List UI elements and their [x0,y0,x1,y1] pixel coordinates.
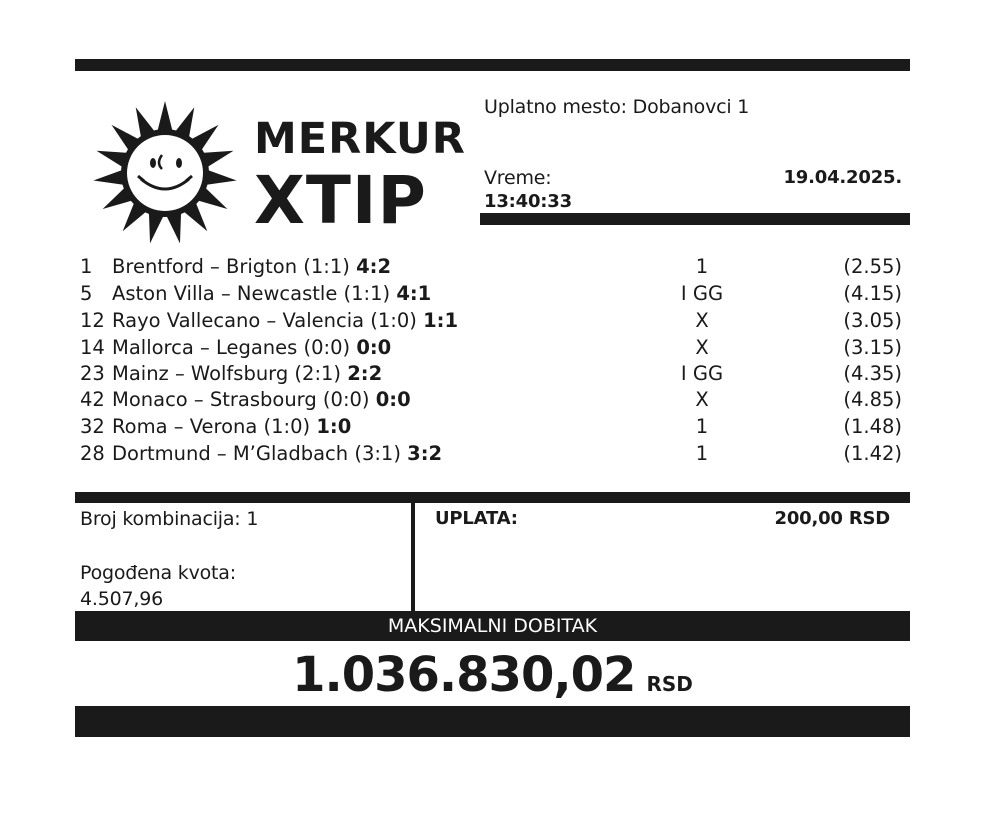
match-row [80,307,902,334]
odds-label: Pogođena kvota: [80,562,236,584]
match-number: 28 [80,442,105,465]
match-row [80,440,902,467]
match-name: Monaco – Strasbourg (0:0) [112,388,376,411]
time-value: 13:40:33 [484,191,572,212]
match-tip: 1 [695,415,709,438]
match-tip: I GG [680,282,724,305]
max-win-banner [75,611,910,641]
match-number: 1 [80,255,93,278]
match-teams [112,360,382,387]
match-tip: X [695,309,709,332]
match-row [80,413,902,440]
match-teams [112,413,351,440]
match-name: Dortmund – M’Gladbach (3:1) [112,442,408,465]
match-tip: X [695,336,709,359]
match-teams [112,334,391,361]
max-win-amount-row [75,645,910,705]
match-row [80,334,902,361]
match-number: 12 [80,309,105,332]
match-number: 32 [80,415,105,438]
merkur-xtip-logo [88,98,466,248]
odds-value: 4.507,96 [80,588,164,610]
match-score: 1:0 [316,415,352,438]
payment-label: UPLATA: [435,508,518,529]
match-name: Mainz – Wolfsburg (2:1) [112,362,348,385]
match-odd: (2.55) [843,255,902,278]
match-teams [112,386,411,413]
match-odd: (1.48) [843,415,902,438]
header-right-divider [480,213,910,225]
match-name: Aston Villa – Newcastle (1:1) [112,282,397,305]
match-odd: (4.85) [843,388,902,411]
match-score: 2:2 [347,362,383,385]
match-score: 0:0 [356,336,392,359]
top-divider [75,59,910,71]
match-odd: (1.42) [843,442,902,465]
match-tip: I GG [680,362,724,385]
logo-line-xtip: XTIP [254,162,427,239]
ticket-date: 19.04.2025. [783,167,902,188]
payment-value: 200,00 RSD [774,508,890,529]
match-number: 23 [80,362,105,385]
match-name: Brentford – Brigton (1:1) [112,255,357,278]
match-tip: 1 [695,255,709,278]
match-tip: X [695,388,709,411]
match-score: 0:0 [375,388,411,411]
match-odd: (3.15) [843,336,902,359]
max-win-currency: RSD [646,672,693,696]
match-row [80,360,902,387]
logo-line-merkur: MERKUR [254,114,466,164]
match-odd: (4.15) [843,282,902,305]
summary-vertical-divider [411,503,415,611]
sun-mascot-icon [88,98,243,248]
max-win-amount: 1.036.830,02 [292,647,636,703]
match-score: 4:1 [396,282,432,305]
match-score: 3:2 [407,442,443,465]
match-teams [112,280,431,307]
time-label: Vreme: [484,167,552,189]
match-odd: (3.05) [843,309,902,332]
match-teams [112,307,458,334]
max-win-label: MAKSIMALNI DOBITAK [387,615,598,637]
match-number: 42 [80,388,105,411]
match-name: Roma – Verona (1:0) [112,415,317,438]
match-row [80,253,902,280]
summary-top-divider [75,492,910,503]
match-teams [112,253,391,280]
bottom-divider [75,706,910,737]
match-tip: 1 [695,442,709,465]
match-score: 4:2 [356,255,392,278]
match-row [80,386,902,413]
match-teams [112,440,442,467]
match-name: Mallorca – Leganes (0:0) [112,336,357,359]
match-number: 14 [80,336,105,359]
match-number: 5 [80,282,93,305]
match-row [80,280,902,307]
combinations-count: Broj kombinacija: 1 [80,508,259,530]
match-odd: (4.35) [843,362,902,385]
match-score: 1:1 [423,309,459,332]
match-name: Rayo Vallecano – Valencia (1:0) [112,309,424,332]
payment-place: Uplatno mesto: Dobanovci 1 [484,96,750,118]
